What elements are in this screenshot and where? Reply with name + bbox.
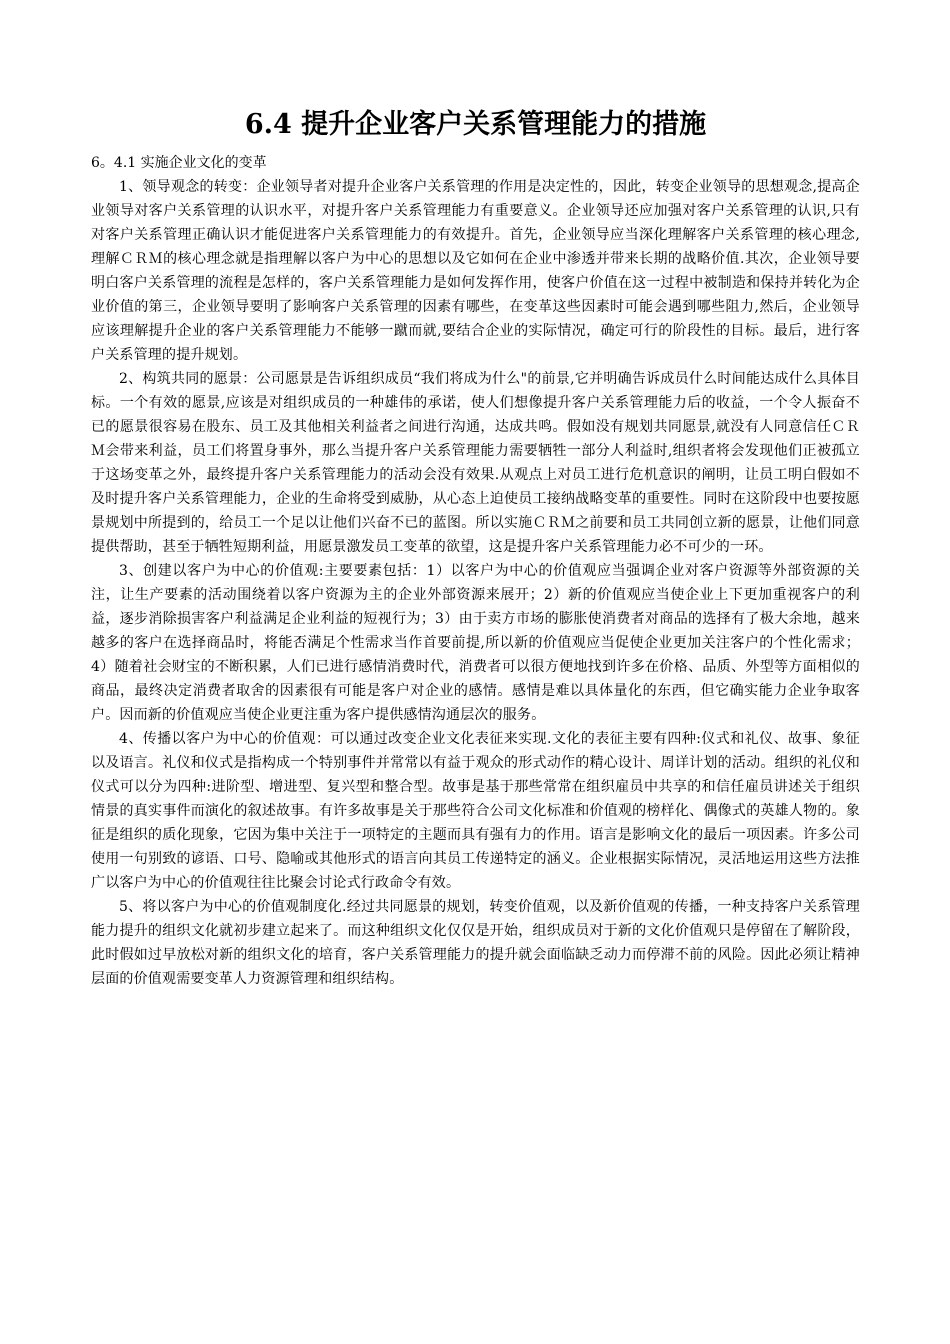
paragraph-customer-centric-values: 3、创建以客户为中心的价值观:主要要素包括：1）以客户为中心的价值观应当强调企业对客户资源等外部资源的关注，让生产要素的活动围绕着以客户资源为主的企业外部资源来展开；2）新的价值观应当使企业上下更加重视客户的利益，逐步消除损害客户利益满足企业利益的短视行为；3）由于卖方市场的膨胀使消费者对商品的选择有了极大余地，越来越多的客户在选择商品时，将能否满足个性需求当作首要前提,所以新的价值观应当促使企业更加关注客户的个性化需求；4）随着社会财宝的不断积累，人们已进行感情消费时代，消费者可以很方便地找到许多在价格、品质、外型等方面相似的商品，最终决定消费者取舍的因素很有可能是客户对企业的感情。感情是难以具体量化的东西，但它确实能力企业争取客户。因而新的价值观应当使企业更注重为客户提供感情沟通层次的服务。 (91, 563, 860, 723)
paragraph-shared-vision: 2、构筑共同的愿景：公司愿景是告诉组织成员“我们将成为什么"的前景,它并明确告诉成员什么时间能达成什么具体目标。一个有效的愿景,应该是对组织成员的一种雄伟的承诺，使人们想像提升客户关系管理能力后的收益，一个令人振奋不已的愿景很容易在股东、员工及其他相关利益者之间进行沟通，达成共鸣。假如没有规划共同愿景,就没有人同意信任ＣＲＭ会带来利益，员工们将置身事外，那么当提升客户关系管理能力需要牺牲一部分人利益时,组织者将会发现他们正被孤立于这场变革之外，最终提升客户关系管理能力的活动会没有效果.从观点上对员工进行危机意识的阐明，让员工明白假如不及时提升客户关系管理能力，企业的生命将受到威胁，从心态上迫使员工接纳战略变革的重要性。同时在这阶段中也要按愿景规划中所提到的，给员工一个足以让他们兴奋不已的蓝图。所以实施ＣＲＭ之前要和员工共同创立新的愿景，让他们同意提供帮助，甚至于牺牲短期利益，用愿景激发员工变革的欲望，这是提升客户关系管理能力必不可少的一环。 (91, 371, 860, 555)
document-page (91, 104, 860, 991)
paragraph-spread-values: 4、传播以客户为中心的价值观：可以通过改变企业文化表征来实现.文化的表征主要有四种:仪式和礼仪、故事、象征以及语言。礼仪和仪式是指构成一个特别事件并常常以有益于观众的形式动作的精心设计、周详计划的活动。组织的礼仪和仪式可以分为四种:进阶型、增进型、复兴型和整合型。故事是基于那些常常在组织雇员中共享的和信任雇员讲述关于组织情景的真实事件而演化的叙述故事。有许多故事是关于那些符合公司文化标准和价值观的榜样化、偶像式的英雄人物的。象征是组织的质化现象，它因为集中关注于一项特定的主题而具有强有力的作用。语言是影响文化的最后一项因素。许多公司使用一句别致的谚语、口号、隐喻或其他形式的语言向其员工传递特定的涵义。企业根据实际情况，灵活地运用这些方法推广以客户为中心的价值观往往比聚会讨论式行政命令有效。 (91, 731, 860, 891)
section-heading: 6。4.1 实施企业文化的变革 (91, 155, 267, 171)
document-title: 6.4 提升企业客户关系管理能力的措施 (244, 109, 707, 140)
paragraph-leadership-concept: 1、领导观念的转变：企业领导者对提升企业客户关系管理的作用是决定性的，因此，转变企业领导的思想观念,提高企业领导对客户关系管理的认识水平，对提升客户关系管理能力有重要意义。企业领导还应加强对客户关系管理的认识,只有对客户关系管理正确认识才能促进客户关系管理能力的有效提升。首先，企业领导应当深化理解客户关系管理的核心理念,理解ＣＲＭ的核心理念就是指理解以客户为中心的思想以及它如何在企业中渗透并带来长期的战略价值.其次，企业领导要明白客户关系管理的流程是怎样的，客户关系管理能力是如何发挥作用，使客户价值在这一过程中被制造和保持并转化为企业价值的第三，企业领导要明了影响客户关系管理的因素有哪些，在变革这些因素时可能会遇到哪些阻力,然后，企业领导应该理解提升企业的客户关系管理能力不能够一蹴而就,要结合企业的实际情况，确定可行的阶段性的目标。最后，进行客户关系管理的提升规划。 (91, 179, 860, 363)
paragraph-institutionalize-values: 5、将以客户为中心的价值观制度化.经过共同愿景的规划，转变价值观，以及新价值观的传播，一种支持客户关系管理能力提升的组织文化就初步建立起来了。而这种组织文化仅仅是开始，组织成员对于新的文化价值观只是停留在了解阶段，此时假如过早放松对新的组织文化的培育，客户关系管理能力的提升就会面临缺乏动力而停滞不前的风险。因此必须让精神层面的价值观需要变革人力资源管理和组织结构。 (91, 899, 860, 987)
